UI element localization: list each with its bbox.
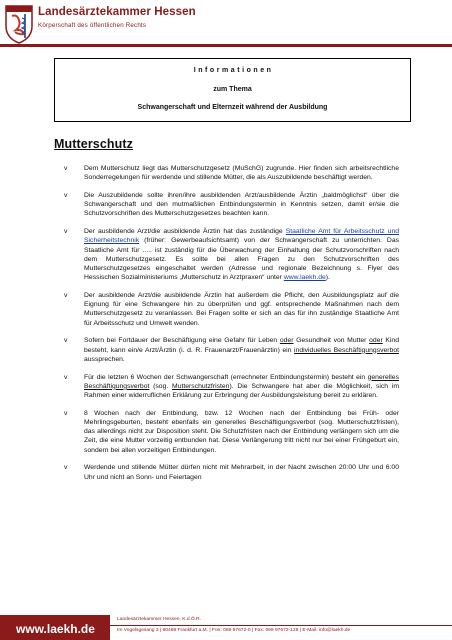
item-text: Der ausbildende Arzt/die ausbildende Ärztin hat das zuständige [84,228,286,236]
item-text: ). [325,274,330,282]
list-item [64,191,399,219]
list-item [64,463,399,481]
page-footer [0,603,452,640]
item-text: Der ausbildende Arzt/die ausbildende Ärztin hat außerdem die Pflicht, den Ausbildungsplatz auf die Eignung für eine Schwangere hin zu überprüfen und ggf. entsprechende Maßnahmen nach dem Mutterschutzgesetz zu veranlassen. Bei Fragen sollte er sich an das für ihn zuständige Staatliche Amt für Arbeitsschutz und Umwelt wenden. [84,292,399,327]
list-item [64,291,399,328]
section-title: Mutterschutz [54,137,133,151]
bullet-list [64,164,399,490]
item-text: aussprechen. [84,355,125,363]
info-heading: I n f o r m a t i o n e n [193,67,272,74]
org-subtitle: Körperschaft des öffentlichen Rechts [38,22,147,29]
bullet-icon: v [64,165,68,172]
emphasis-text: individuelles Beschäftigungsverbot [294,346,400,354]
item-text: ). Die Schwangere hat aber die Möglichkeit, sich im Rahmen einer widerruflichen Erklärung zur Erbringung der Ausbildungsleistung bereit zu erklären. [84,382,400,400]
list-item [64,227,399,282]
item-text: Werdende und stillende Mütter dürfen nicht mit Mehrarbeit, in der Nacht zwischen 20:00 Uhr und 6:00 Uhr und nicht an Sonn- und Feiertagen [84,464,399,481]
emphasis-text: oder [279,337,294,345]
bullet-icon: v [64,228,68,236]
bullet-icon: v [64,373,68,381]
footer-url[interactable]: www.laekh.de [16,622,95,636]
info-topic: Schwangerschaft und Elternzeit während der Ausbildung [137,104,328,111]
list-item [64,373,399,401]
list-item [64,336,399,364]
bullet-icon: v [64,464,68,472]
bullet-icon: v [64,409,68,417]
bullet-icon: v [64,192,68,199]
list-item [64,164,399,182]
page-header [0,0,452,48]
item-text: (früher: Gewerbeaufsichtsamt) von der Schwangerschaft zu unterrichten. Das Staatliche Amt für ..... ist zuständig für die Überwachung der Einhaltung der Schutzvorschriften nach dem Mutterschutzgesetz. Es sollte bei allen Fragen zu den Schutzvorschriften des Mutterschutzgesetzes eingeschaltet werden (Adresse und regionale Bezeichnung s. Flyer des Hessischen Sozialministeriums „Mutterschutz in Arztpraxen“ unter [84,237,399,282]
item-text: Kind besteht, kann ein/e Arzt/Ärztin (i. d. R. Frauenarzt/Frauenärztin) ein [84,337,399,354]
laekh-website-link[interactable]: www.laekh.de [283,274,326,282]
bullet-icon: v [64,337,68,345]
info-box [54,58,411,122]
staatliches-amt-link[interactable]: Staatliche Amt für Arbeitsschutz und Sicherheitstechnik [84,228,400,245]
item-text: Gesundheit von Mutter [293,337,370,345]
emphasis-text: Mutterschutzfristen [172,382,230,390]
item-text: Die Auszubildende sollte ihren/ihre ausbildenden Arzt/ausbildende Ärztin „baldmöglichst“ über die Schwangerschaft und den mutmaßlichen Entbindungstermin in Kenntnis setzen, damit er/sie die Schutzvorschriften des Mutterschutzgesetzes beachten kann. [84,192,399,218]
item-text: (sog. [149,382,173,390]
item-text: Für die letzten 6 Wochen der Schwangerschaft (errechneter Entbindungstermin) besteht ein [84,373,368,381]
footer-divider [110,625,452,626]
info-subheading: zum Thema [213,86,252,93]
emphasis-text: oder [369,337,383,345]
org-name: Landesärztekammer Hessen [38,6,196,18]
item-text: Sofern bei Fortdauer der Beschäftigung eine Gefahr für Leben [84,337,280,345]
footer-contact: Im Vogelsgesang 3 | 60488 Frankfurt a.M. | Fon: 069 97672-0 | Fax: 069 97672-128 | E-Mail: info@laekh.de [117,628,351,633]
header-divider [0,44,452,47]
emphasis-text: generelles Beschäftigungsverbot [84,373,399,390]
item-text: 8 Wochen nach der Entbindung, bzw. 12 Wochen nach der Entbindung bei Früh- oder Mehrlingsgeburten, besteht ebenfalls ein generelles Beschäftigungsverbot (sog. Mutterschutzfristen), das allerdings nicht zur Disposition steht. Die Schutzfristen nach der Entbindung verlängern sich um die Zeit, die eine Mutter vorzeitig entbunden hat. Diese Verlängerung tritt nicht nur bei einer Frühgeburt ein, sondern bei allen vorzeitigen Entbindungen. [84,409,399,454]
bullet-icon: v [64,292,68,300]
item-text: Dem Mutterschutz liegt das Mutterschutzgesetz (MuSchG) zugrunde. Hier finden sich arbeitsrechtliche Sonderregelungen für werdende und stillende Mütter, die als Auszubildende beschäftigt werden. [84,165,399,182]
list-item [64,409,399,455]
crest-logo-icon [4,4,34,44]
footer-org: Landesärztekammer Hessen, K.d.Ö.R. [117,617,201,622]
